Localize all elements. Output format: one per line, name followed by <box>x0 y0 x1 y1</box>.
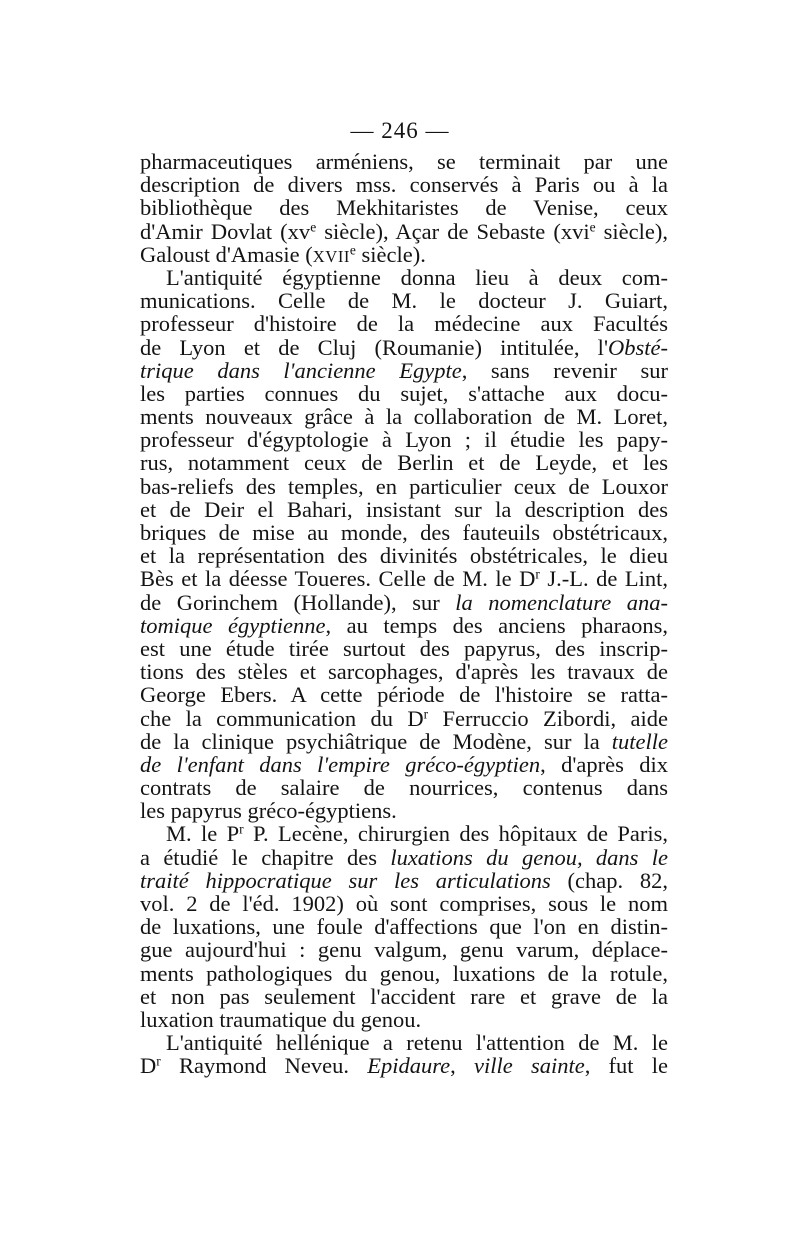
text-line <box>140 336 668 359</box>
text-run: (chap. 82, <box>550 867 668 893</box>
text-line <box>140 938 668 961</box>
italic-text: la nomenclature ana- <box>455 589 668 615</box>
text-run: Raymond Neveu. <box>160 1053 368 1079</box>
text-run: luxation traumatique du genou. <box>140 1006 422 1032</box>
text-line <box>140 985 668 1008</box>
text-run: vol. 2 de l'éd. 1902) où sont comprises, sous le nom <box>140 891 668 916</box>
italic-text: luxations du genou, dans le <box>390 844 668 870</box>
text-line <box>140 591 668 614</box>
text-run: briques de mise au monde, des fauteuils obstétricaux, <box>140 520 668 545</box>
superscript: r <box>423 706 429 722</box>
text-line <box>140 196 668 219</box>
superscript: r <box>156 1053 161 1069</box>
italic-text: Epidaure <box>367 1053 451 1079</box>
text-run: pharmaceutiques arméniens, se terminait par une <box>140 149 668 174</box>
text-line <box>140 822 668 845</box>
text-run: che la communication du D <box>140 705 424 731</box>
text-line <box>140 382 668 405</box>
text-line <box>140 173 668 196</box>
text-run: tions des stèles et sarcophages, d'après les travaux de <box>140 659 668 685</box>
text-run: Galoust d'Amasie ( <box>140 241 313 267</box>
text-run: professeur d'histoire de la médecine aux Facultés <box>140 311 668 337</box>
superscript: r <box>239 822 244 838</box>
italic-text: de l'enfant dans l'empire gréco-égyptien <box>140 751 541 777</box>
text-line <box>140 266 668 289</box>
text-line <box>140 150 668 173</box>
text-run: de Lyon et de Cluj (Roumanie) intitulée, l' <box>140 334 608 360</box>
text-run: , au temps des anciens pharaons, <box>325 612 668 638</box>
text-run: L'antiquité égyptienne donna lieu à deux com- <box>166 264 668 290</box>
text-run: M. le P <box>166 821 240 847</box>
text-run: siècle), Açar de Sebaste (xvi <box>316 218 590 244</box>
text-run: XVII <box>312 246 350 266</box>
text-run: description de divers mss. conservés à Paris ou à la <box>140 172 668 198</box>
superscript: r <box>535 566 540 582</box>
body-text <box>140 150 668 1078</box>
text-run: est une étude tirée surtout des papyrus, des inscrip- <box>140 635 668 661</box>
text-line <box>140 846 668 869</box>
text-run: D <box>140 1053 157 1079</box>
text-run: , sans revenir sur <box>461 357 668 383</box>
text-line <box>140 359 668 382</box>
text-line <box>140 243 668 266</box>
text-line <box>140 1008 668 1031</box>
text-run: bas-reliefs des temples, en particulier ceux de Louxor <box>140 473 668 499</box>
text-run: rus, notamment ceux de Berlin et de Leyde, et les <box>140 450 668 476</box>
superscript: e <box>349 242 356 258</box>
text-run: de luxations, une foule d'affections que l'on en distin- <box>140 914 668 940</box>
text-run: d'Amir Dovlat (xv <box>140 218 311 244</box>
text-run: L'antiquité hellénique a retenu l'attention de M. le <box>166 1030 668 1056</box>
text-run: et de Deir el Bahari, insistant sur la description des <box>140 496 668 522</box>
text-line <box>140 753 668 776</box>
text-line <box>140 683 668 706</box>
text-run: de la clinique psychiâtrique de Modène, sur la <box>140 728 612 754</box>
text-run: , <box>450 1053 474 1079</box>
text-run: munications. Celle de M. le docteur J. Guiart, <box>140 288 668 314</box>
text-line <box>140 544 668 567</box>
text-line <box>140 869 668 892</box>
text-run: gue aujourd'hui : genu valgum, genu varum, déplace- <box>140 937 668 963</box>
text-line <box>140 312 668 335</box>
text-run: professeur d'égyptologie à Lyon ; il étudie les papy- <box>140 427 668 453</box>
text-run: de Gorinchem (Hollande), sur <box>140 589 456 615</box>
text-line <box>140 289 668 312</box>
text-line <box>140 220 668 243</box>
text-run: et non pas seulement l'accident rare et grave de la <box>140 983 668 1009</box>
text-line <box>140 498 668 521</box>
text-line <box>140 776 668 799</box>
italic-text: traité hippocratique sur les articulations <box>140 867 551 893</box>
text-run: P. Lecène, chirurgien des hôpitaux de Paris, <box>243 821 668 847</box>
text-run: bibliothèque des Mekhitaristes de Venise, ceux <box>140 195 668 221</box>
text-run: a étudié le chapitre des <box>140 844 391 870</box>
text-line <box>140 660 668 683</box>
text-run: Bès et la déesse Toueres. Celle de M. le D <box>140 566 536 592</box>
text-run: les parties connues du sujet, s'attache aux docu- <box>140 380 668 406</box>
text-run: les papyrus gréco-égyptiens. <box>140 798 397 824</box>
text-run: siècle). <box>355 241 426 267</box>
italic-text: tutelle <box>611 728 668 754</box>
text-line <box>140 892 668 915</box>
text-run: contrats de salaire de nourrices, contenus dans <box>140 775 668 801</box>
text-run: Ferruccio Zibordi, aide <box>428 705 668 731</box>
text-line <box>140 730 668 753</box>
superscript: e <box>589 219 596 235</box>
italic-text: tomique égyptienne <box>140 612 326 638</box>
text-run: ments nouveaux grâce à la collaboration de M. Loret, <box>140 404 668 430</box>
text-run: , fut le <box>584 1053 668 1079</box>
text-line <box>140 451 668 474</box>
text-line <box>140 405 668 428</box>
text-run: , d'après dix <box>540 751 668 777</box>
page-number: — 246 — <box>350 118 450 143</box>
text-line <box>140 962 668 985</box>
text-line <box>140 567 668 590</box>
text-line <box>140 799 668 822</box>
superscript: e <box>310 219 317 235</box>
text-run: siècle), <box>595 218 669 244</box>
text-line <box>140 915 668 938</box>
text-run: ments pathologiques du genou, luxations de la rotule, <box>140 960 668 986</box>
text-run: J.-L. de Lint, <box>539 566 668 592</box>
text-line <box>140 521 668 544</box>
italic-text: Obsté- <box>608 334 668 360</box>
text-line <box>140 707 668 730</box>
text-line <box>140 637 668 660</box>
text-run: et la représentation des divinités obstétricales, le dieu <box>140 543 668 569</box>
italic-text: ville sainte <box>474 1053 585 1079</box>
text-line <box>140 428 668 451</box>
text-line <box>140 614 668 637</box>
text-line <box>140 1031 668 1054</box>
text-line <box>140 475 668 498</box>
italic-text: trique dans l'ancienne Egypte <box>140 357 462 383</box>
text-line <box>140 1054 668 1077</box>
text-run: George Ebers. A cette période de l'histoire se ratta- <box>140 682 668 708</box>
